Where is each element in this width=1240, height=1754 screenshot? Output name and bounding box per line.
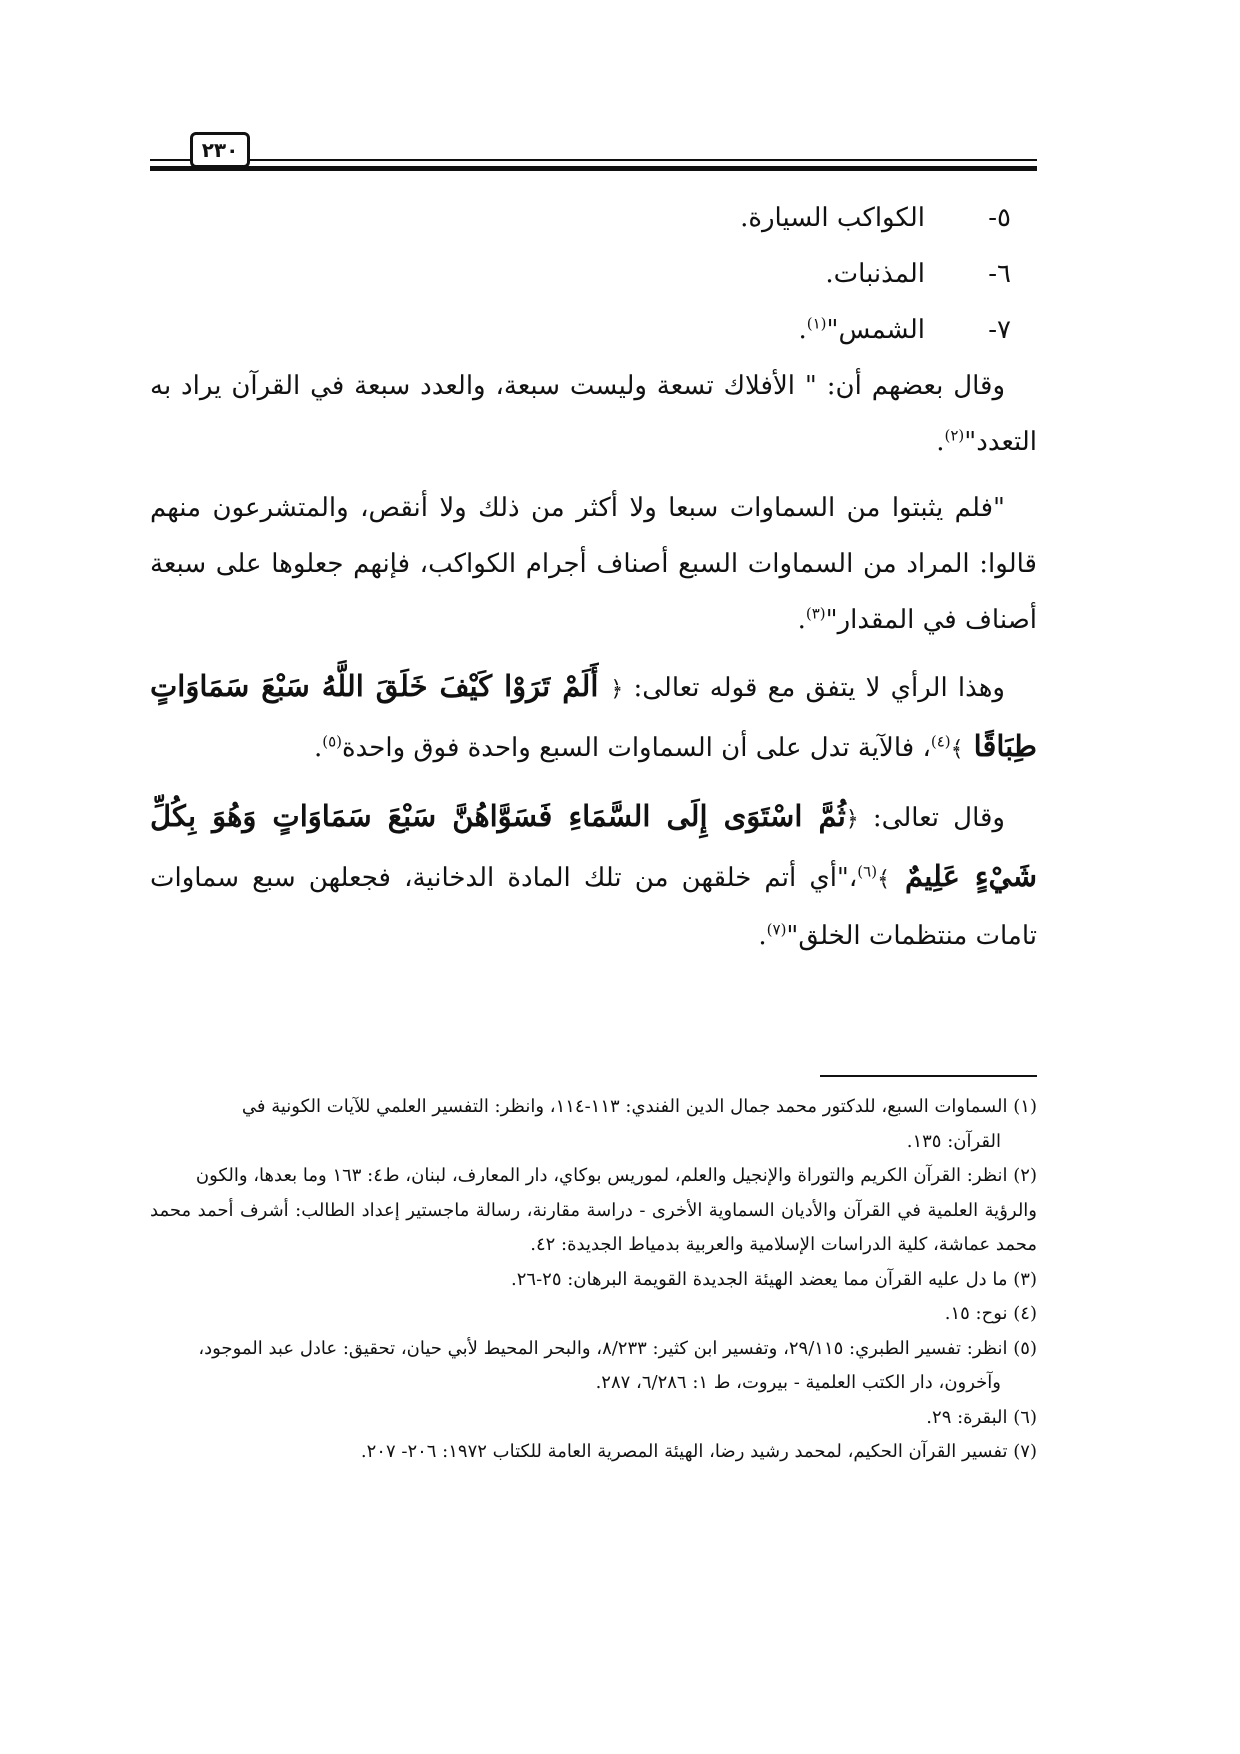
paragraph-lead: وقال تعالى: bbox=[858, 803, 1005, 833]
footnote-ref[interactable]: (٥) bbox=[322, 732, 342, 751]
footnote-item bbox=[150, 1159, 1037, 1263]
paragraph-text: وقال بعضهم أن: " الأفلاك تسعة وليست سبعة، والعدد سبعة في القرآن يراد به التعدد" bbox=[150, 371, 1037, 457]
footnote-ref[interactable]: (١) bbox=[806, 314, 827, 333]
footnote-ref[interactable]: (٤) bbox=[930, 732, 951, 751]
quran-close-bracket: ﴾ bbox=[950, 737, 964, 762]
paragraph-end: . bbox=[797, 605, 806, 635]
list-item bbox=[150, 302, 1037, 358]
footnote-item bbox=[150, 1435, 1037, 1470]
quran-verse: أَلَمْ تَرَوْا كَيْفَ خَلَقَ اللَّهُ سَبْعَ سَمَاوَاتٍ طِبَاقًا bbox=[150, 669, 1037, 763]
footnote-ref[interactable]: (٧) bbox=[766, 920, 787, 939]
main-text bbox=[150, 190, 1037, 964]
footnote-text: (٣) ما دل عليه القرآن مما يعضد الهيئة الجديدة القويمة البرهان: ٢٥-٢٦. bbox=[510, 1268, 1037, 1290]
footnote-ref[interactable]: (٦) bbox=[857, 862, 878, 881]
footnotes bbox=[150, 1090, 1037, 1470]
footnote-item bbox=[150, 1090, 1037, 1159]
footnote-text: (٥) انظر: تفسير الطبري: ٢٩/١١٥، وتفسير ابن كثير: ٨/٢٣٣، والبحر المحيط لأبي حيان، تحقيق: عادل عبد الموجود، bbox=[198, 1337, 1037, 1359]
header-rule-thin bbox=[150, 159, 1037, 161]
footnote-item bbox=[150, 1332, 1037, 1401]
paragraph-tail: ،"أي أتم خلقهن من تلك المادة الدخانية، فجعلهن سبع سماوات تامات منتظمات الخلق" bbox=[150, 863, 1037, 951]
paragraph-text: "فلم يثبتوا من السماوات سبعا ولا أكثر من ذلك ولا أنقص، والمتشرعون منهم قالوا: المراد من السماوات السبع أصناف أجرام الكواكب، فإنهم جعلوها على سبعة أصناف في المقدار" bbox=[150, 493, 1037, 635]
paragraph-end: . bbox=[313, 733, 323, 763]
footnote-text: (٦) البقرة: ٢٩. bbox=[926, 1406, 1037, 1428]
footnote-separator bbox=[820, 1075, 1037, 1077]
list-item bbox=[150, 246, 1037, 302]
footnote-item bbox=[150, 1263, 1037, 1298]
quran-close-bracket: ﴾ bbox=[877, 867, 890, 892]
list-number: ٦- bbox=[988, 259, 1011, 289]
footnote-ref[interactable]: (٣) bbox=[805, 604, 826, 623]
paragraph-1 bbox=[150, 358, 1037, 470]
paragraph-3 bbox=[150, 658, 1037, 778]
list-text: المذنبات. bbox=[825, 259, 925, 289]
paragraph-end: . bbox=[936, 427, 945, 457]
quran-verse: ثُمَّ اسْتَوَى إِلَى السَّمَاءِ فَسَوَّاهُنَّ سَبْعَ سَمَاوَاتٍ وَهُوَ بِكُلِّ شَيْءٍ عَلِيمٌ bbox=[150, 799, 1037, 893]
paragraph-tail: ، فالآية تدل على أن السماوات السبع واحدة فوق واحدة bbox=[342, 733, 931, 763]
list-number: ٧- bbox=[988, 315, 1011, 345]
footnote-text: (٧) تفسير القرآن الحكيم، لمحمد رشيد رضا، الهيئة المصرية العامة للكتاب ١٩٧٢: ٢٠٦- ٢٠٧. bbox=[360, 1441, 1037, 1462]
footnote-continuation: القرآن: ١٣٥. bbox=[906, 1130, 1001, 1152]
footnote-item bbox=[150, 1297, 1037, 1332]
paragraph-4 bbox=[150, 788, 1037, 964]
footnote-ref[interactable]: (٢) bbox=[944, 426, 965, 445]
footnote-text: (٢) انظر: القرآن الكريم والتوراة والإنجيل والعلم، لموريس بوكاي، دار المعارف، لبنان، ط٤: ١٦٣ وما بعدها، والكون bbox=[195, 1165, 1037, 1186]
list-text: الكواكب السيارة. bbox=[740, 203, 925, 233]
list-number: ٥- bbox=[988, 203, 1011, 233]
paragraph-2 bbox=[150, 480, 1037, 648]
quran-open-bracket: ﴿ bbox=[610, 677, 624, 702]
header-rule-thick bbox=[150, 166, 1037, 171]
paragraph-end: . bbox=[758, 921, 767, 951]
paragraph-lead: وهذا الرأي لا يتفق مع قوله تعالى: bbox=[623, 673, 1005, 703]
footnote-continuation: وآخرون، دار الكتب العلمية - بيروت، ط ١: ٦/٢٨٦، ٢٨٧. bbox=[595, 1372, 1001, 1393]
footnote-text: (٤) نوح: ١٥. bbox=[944, 1303, 1037, 1324]
list-text-end: . bbox=[798, 315, 807, 345]
list-item bbox=[150, 190, 1037, 246]
list-text-body: الشمس" bbox=[826, 315, 925, 345]
page-number: ٢٣٠ bbox=[190, 132, 250, 168]
footnote-text: (١) السماوات السبع، للدكتور محمد جمال الدين الفندي: ١١٣-١١٤، وانظر: التفسير العلمي للآيات الكونية في bbox=[241, 1096, 1037, 1117]
footnote-item bbox=[150, 1401, 1037, 1436]
page-header bbox=[150, 132, 1037, 172]
quran-open-bracket: ﴿ bbox=[845, 807, 859, 832]
footnote-continuation: والرؤية العلمية في القرآن والأديان السماوية الأخرى - دراسة مقارنة، رسالة ماجستير إعداد الطالب: أشرف أحمد محمد محمد عماشة، كلية الدراسات الإسلامية والعربية بدمياط الجديدة: ٤٢. bbox=[150, 1199, 1037, 1255]
list-text bbox=[798, 302, 955, 358]
